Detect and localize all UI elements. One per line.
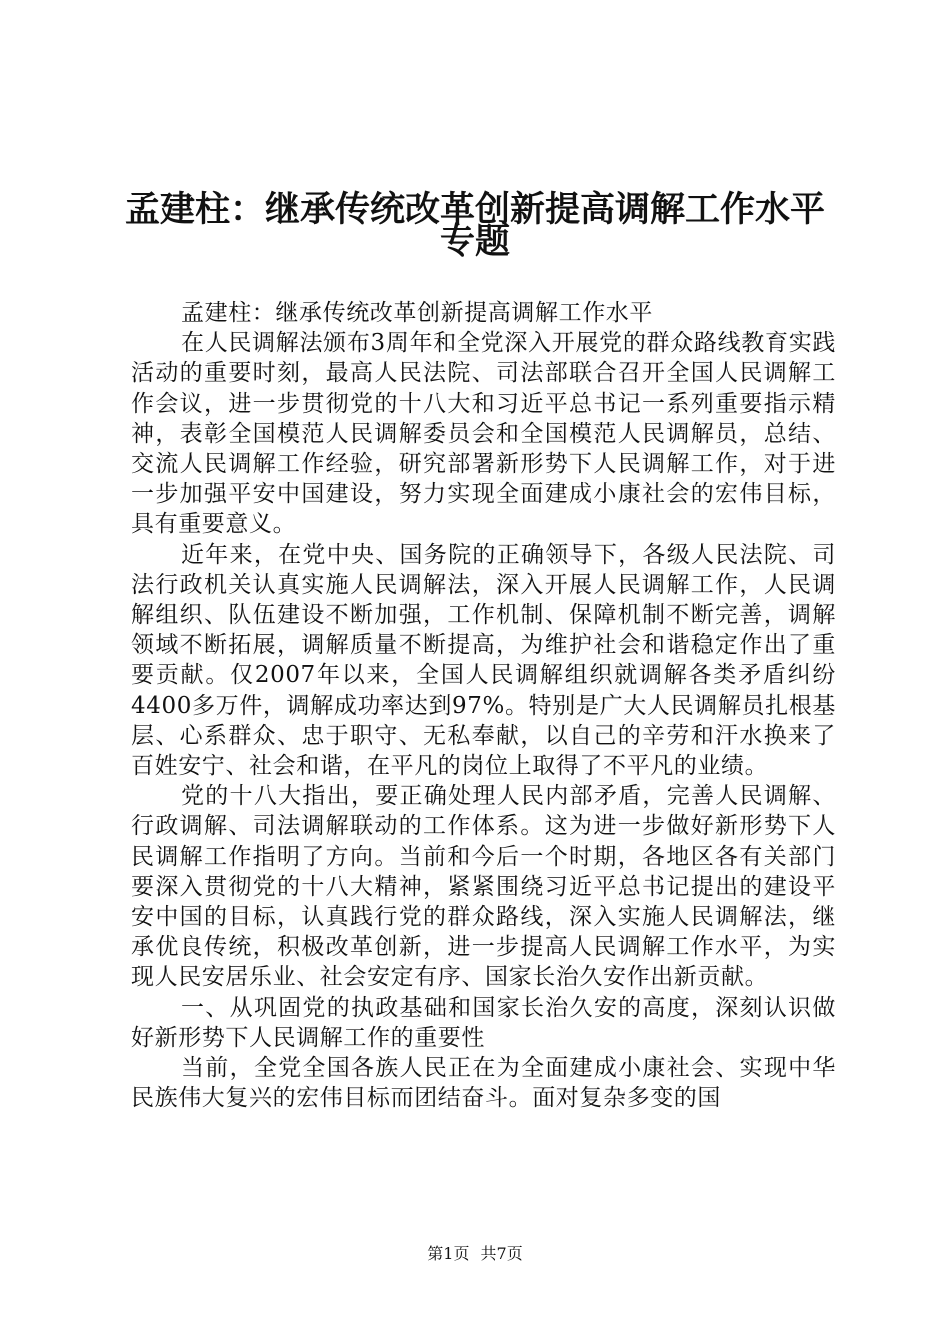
section-heading: 一、从巩固党的执政基础和国家长治久安的高度，深刻认识做好新形势下人民调解工作的重要性: [131, 994, 836, 1051]
paragraph: 在人民调解法颁布3周年和全党深入开展党的群众路线教育实践活动的重要时刻，最高人民法院、司法部联合召开全国人民调解工作会议，进一步贯彻党的十八大和习近平总书记一系列重要指示精神，表彰全国模范人民调解委员会和全国模范人民调解员，总结、交流人民调解工作经验，研究部署新形势下人民调解工作，对于进一步加强平安中国建设，努力实现全面建成小康社会的宏伟目标，具有重要意义。: [131, 330, 836, 538]
paragraph: 党的十八大指出，要正确处理人民内部矛盾，完善人民调解、行政调解、司法调解联动的工作体系。这为进一步做好新形势下人民调解工作指明了方向。当前和今后一个时期，各地区各有关部门要深入贯彻党的十八大精神，紧紧围绕习近平总书记提出的建设平安中国的目标，认真践行党的群众路线，深入实施人民调解法，继承优良传统，积极改革创新，进一步提高人民调解工作水平，为实现人民安居乐业、社会安定有序、国家长治久安作出新贡献。: [131, 783, 836, 991]
page-number: 第1页: [427, 1244, 470, 1263]
paragraph: 当前，全党全国各族人民正在为全面建成小康社会、实现中华民族伟大复兴的宏伟目标而团结奋斗。面对复杂多变的国: [131, 1055, 836, 1112]
document-body: [131, 298, 836, 1113]
paragraph: 近年来，在党中央、国务院的正确领导下，各级人民法院、司法行政机关认真实施人民调解法，深入开展人民调解工作，人民调解组织、队伍建设不断加强，工作机制、保障机制不断完善，调解领域不断拓展，调解质量不断提高，为维护社会和谐稳定作出了重要贡献。仅2007年以来，全国人民调解组织就调解各类矛盾纠纷4400多万件，调解成功率达到97%。特别是广大人民调解员扎根基层、心系群众、忠于职守、无私奉献，以自己的辛劳和汗水换来了百姓安宁、社会和谐，在平凡的岗位上取得了不平凡的业绩。: [131, 541, 836, 780]
page-total: 共7页: [480, 1244, 523, 1263]
document-title-continuation: 专题: [439, 221, 510, 262]
document-title: 孟建柱：继承传统改革创新提高调解工作水平: [124, 189, 825, 230]
page-footer: [0, 1243, 950, 1265]
paragraph-heading: 孟建柱：继承传统改革创新提高调解工作水平: [181, 300, 653, 326]
